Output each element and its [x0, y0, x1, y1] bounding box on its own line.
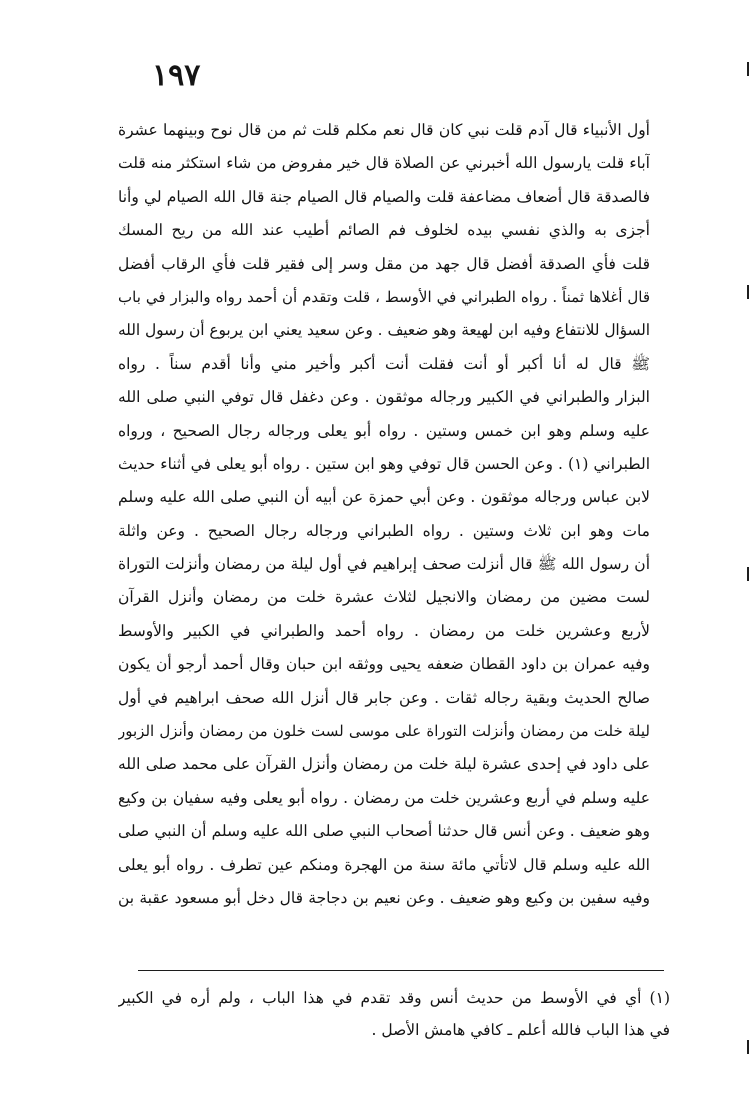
scan-edge-mark	[747, 1040, 749, 1054]
text-line: الطبراني (١) . وعن الحسن قال توفي وهو ابن ستين . رواه أبو يعلى في أثناء حديث	[118, 454, 650, 473]
text-line: آباء قلت يارسول الله أخبرني عن الصلاة قال خير مفروض من شاء استكثر منه قلت	[118, 154, 650, 173]
text-line: عليه وسلم وهو ابن خمس وستين . رواه أبو يعلى ورجاله رجال الصحيح ، ورواه	[118, 421, 650, 440]
text-line: فالصدقة قال أضعاف مضاعفة قلت والصيام قال الصيام جنة قال الله الصيام لي وأنا	[118, 187, 650, 206]
scan-edge-mark	[747, 567, 749, 581]
text-line: قال أغلاها ثمناً . رواه الطبراني في الأوسط ، قلت وتقدم أن أحمد رواه والبزار في باب	[118, 287, 650, 306]
text-line: وفيه عمران بن داود القطان ضعفه يحيى ووثقه ابن حبان وقال أحمد أرجو أن يكون	[118, 655, 650, 674]
footnote	[118, 982, 670, 1046]
text-line: أن رسول الله ﷺ قال أنزلت صحف إبراهيم في أول ليلة من رمضان وأنزلت التوراة	[118, 555, 650, 574]
text-line: عليه وسلم في أربع وعشرين خلت من رمضان . رواه أبو يعلى وفيه سفيان بن وكيع	[118, 788, 650, 807]
text-line: صالح الحديث وبقية رجاله ثقات . وعن جابر قال أنزل الله صحف ابراهيم في أول	[118, 688, 650, 707]
footnote-divider	[138, 970, 664, 971]
text-line: السؤال للانتفاع وفيه ابن لهيعة وهو ضعيف . وعن سعيد يعني ابن يربوع أن رسول الله	[118, 321, 650, 340]
footnote-line: (١) أي في الأوسط من حديث أنس وقد تقدم في هذا الباب ، ولم أره في الكبير	[118, 989, 670, 1007]
text-line: لابن عباس ورجاله موثقون . وعن أبي حمزة عن أبيه أن النبي صلى الله عليه وسلم	[118, 488, 650, 507]
scan-edge-mark	[747, 62, 749, 76]
text-line: مات وهو ابن ثلاث وستين . رواه الطبراني ورجاله رجال الصحيح . وعن واثلة	[118, 521, 650, 540]
text-line: ﷺ قال له أنا أكبر أو أنت فقلت أنت أكبر وأخير مني وأنا أقدم سناً . رواه	[118, 354, 650, 373]
text-line: ليلة خلت من رمضان وأنزلت التوراة على موسى لست خلون من رمضان وأنزل الزبور	[118, 722, 650, 741]
text-line: البزار والطبراني في الكبير ورجاله موثقون . وعن دغفل قال توفي النبي صلى الله	[118, 388, 650, 407]
main-text	[118, 114, 650, 915]
text-line: الله عليه وسلم قال لاتأتي مائة سنة من الهجرة ومنكم عين تطرف . رواه أبو يعلى	[118, 855, 650, 874]
footnote-line: في هذا الباب فالله أعلم ـ كافي هامش الأصل .	[371, 1021, 670, 1039]
page-number: ١٩٧	[152, 58, 201, 93]
text-line: على داود في إحدى عشرة ليلة خلت من رمضان وأنزل القرآن على محمد صلى الله	[118, 755, 650, 774]
text-line: لست مضين من رمضان والانجيل لثلاث عشرة خلت من رمضان وأنزل القرآن	[118, 588, 650, 607]
text-line: أول الأنبياء قال آدم قلت نبي كان قال نعم مكلم قلت ثم من قال نوح وبينهما عشرة	[118, 121, 650, 139]
text-line: وهو ضعيف . وعن أنس قال حدثنا أصحاب النبي صلى الله عليه وسلم أن النبي صلى	[118, 822, 650, 841]
scan-edge-mark	[747, 285, 749, 299]
text-line: وفيه سفين بن وكيع وهو ضعيف . وعن نعيم بن دجاجة قال دخل أبو مسعود عقبة بن	[118, 888, 650, 907]
text-line: أجزى به والذي نفسي بيده لخلوف فم الصائم أطيب عند الله من ريح المسك	[118, 221, 650, 240]
text-line: لأربع وعشرين خلت من رمضان . رواه أحمد والطبراني في الكبير والأوسط	[118, 621, 650, 640]
text-line: قلت فأي الصدقة أفضل قال جهد من مقل وسر إلى فقير قلت فأي الرقاب أفضل	[118, 254, 650, 273]
